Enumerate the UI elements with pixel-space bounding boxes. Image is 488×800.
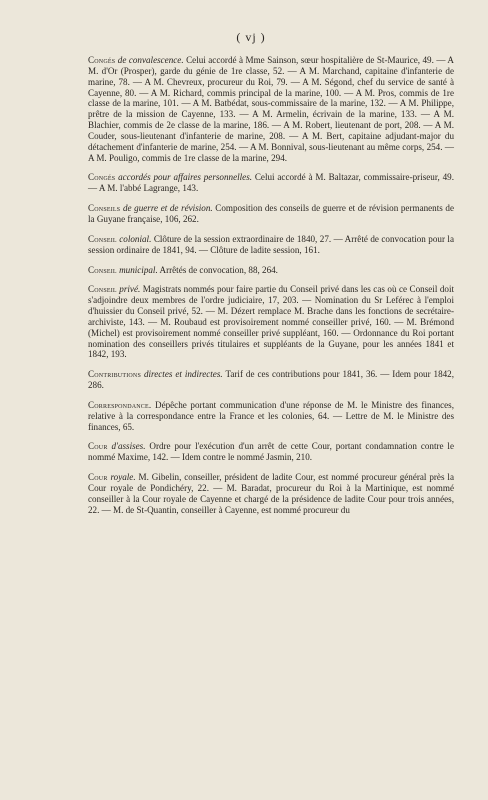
entry-heading: Conseil <box>88 233 117 244</box>
entry-text: Celui accordé à M. Baltazar, commissaire-priseur, 49. — A M. l'abbé Lagrange, 143. <box>88 172 454 194</box>
entry-subheading: privé. <box>119 284 141 295</box>
entry-heading: Congés <box>88 172 116 183</box>
entry-text: Clôture de la session extraordinaire de 1840, 27. — Arrêté de convocation pour la session ordinaire de 1841, 94. — Clôture de ladite session, 161. <box>88 233 454 255</box>
entry-heading: Conseil <box>88 284 117 295</box>
index-entry-conseil-colonial <box>88 234 454 256</box>
entry-text: Arrêtés de convocation, 88, 264. <box>159 264 278 275</box>
entry-subheading: de convalescence. <box>117 55 184 65</box>
entry-subheading: municipal. <box>119 264 158 275</box>
index-entry-conseil-municipal <box>88 265 454 276</box>
entry-text: Ordre pour l'exécution d'un arrêt de cette Cour, portant condamnation contre le nommé Maxime, 142. — Idem contre le nommé Jasmin, 210. <box>88 441 454 463</box>
index-entry-correspondance <box>88 400 454 433</box>
index-entry-cour-royale <box>88 472 454 515</box>
index-entry-contributions <box>88 369 454 391</box>
index-entry-cour-assises <box>88 441 454 463</box>
entry-text: M. Gibelin, conseiller, président de ladite Cour, est nommé procureur général près la Cour royale de Pondichéry, 22. — M. Baradat, procureur du Roi à la Martinique, est nommé conseiller à la Cour royale de Cayenne et chargé de la présidence de ladite Cour pour trois années, 22. — M. de St-Quantin, conseiller à Cayenne, est nommé procureur du <box>88 472 454 515</box>
index-entry-conseil-prive <box>88 284 454 360</box>
entry-text: Celui accordé à Mme Sainson, sœur hospitalière de St-Maurice, 49. — A M. d'Or (Prosper), garde du génie de 1re classe, 52. — A M. Marchand, capitaine d'infanterie de marine, 78. — A M. Chevreux, procureur du Roi, 79. — A M. Ségond, chef du service de santé à Cayenne, 80. — A M. Richard, commis principal de la marine, 100. — A M. Pros, commis de 1re classe de la marine, 101. — A M. Batbédat, sous-commissaire de la marine, 132. — A M. Philippe, prêtre de la mission de Cayenne, 133. — A M. Armelin, écrivain de la marine, 133. — A M. Blachier, commis de 2e classe de la marine, 186. — A M. Robert, lieutenant de port, 208. — A M. Couder, sous-lieutenant d'infanterie de marine, 208. — A M. Bert, capitaine adjudant-major du détachement d'infanterie de marine, 254. — A M. Bonnival, sous-lieutenant au même corps, 254. — A M. Pouligo, commis de 1re classe de la marine, 294. <box>88 55 454 163</box>
entry-heading: Congés <box>88 55 116 65</box>
entry-text: Dépêche portant communication d'une réponse de M. le Ministre des finances, relative à la correspondance entre la France et les colonies, 64. — Lettre de M. le Ministre des finances, 65. <box>88 399 454 432</box>
entry-text: Composition des conseils de guerre et de révision permanents de la Guyane française, 106, 262. <box>88 203 454 224</box>
entry-heading: Conseils <box>88 203 121 214</box>
index-entry-conseils-guerre <box>88 203 454 225</box>
entry-subheading: colonial. <box>119 233 152 244</box>
entry-subheading: royale. <box>110 472 136 483</box>
entry-text: Tarif de ces contributions pour 1841, 36. — Idem pour 1842, 286. <box>88 369 454 391</box>
entry-heading: Contributions <box>88 369 141 380</box>
index-entry-conges-convalescence <box>88 55 454 163</box>
entry-subheading: de guerre et de révision. <box>122 203 213 214</box>
index-entry-conges-affaires <box>88 172 454 194</box>
entry-subheading: accordés pour affaires personnelles. <box>118 172 253 183</box>
entry-subheading: d'assises. <box>111 441 146 452</box>
entry-heading: Conseil <box>88 264 117 275</box>
entry-text: Magistrats nommés pour faire partie du Conseil privé dans les cas où ce Conseil doit s'adjoindre deux membres de l'ordre judiciaire, 17, 203. — Nomination du Sr Leférec à l'emploi d'huissier du Conseil privé, 52. — M. Dézert remplace M. Brache dans les fonctions de secrétaire-archiviste, 143. — M. Roubaud est provisoirement nommé conseiller privé, 160. — M. Brémond (Michel) est provisoirement nommé conseiller privé suppléant, 160. — Ordonnance du Roi portant nomination des conseillers privés titulaires et suppléants de la Guyane, pour les années 1841 et 1842, 193. <box>88 284 454 360</box>
entry-heading: Correspondance. <box>88 399 152 410</box>
entry-heading: Cour <box>88 472 108 483</box>
page-folio: ( vj ) <box>236 30 266 44</box>
entry-heading: Cour <box>88 441 108 452</box>
entry-subheading: directes et indirectes. <box>143 369 223 380</box>
